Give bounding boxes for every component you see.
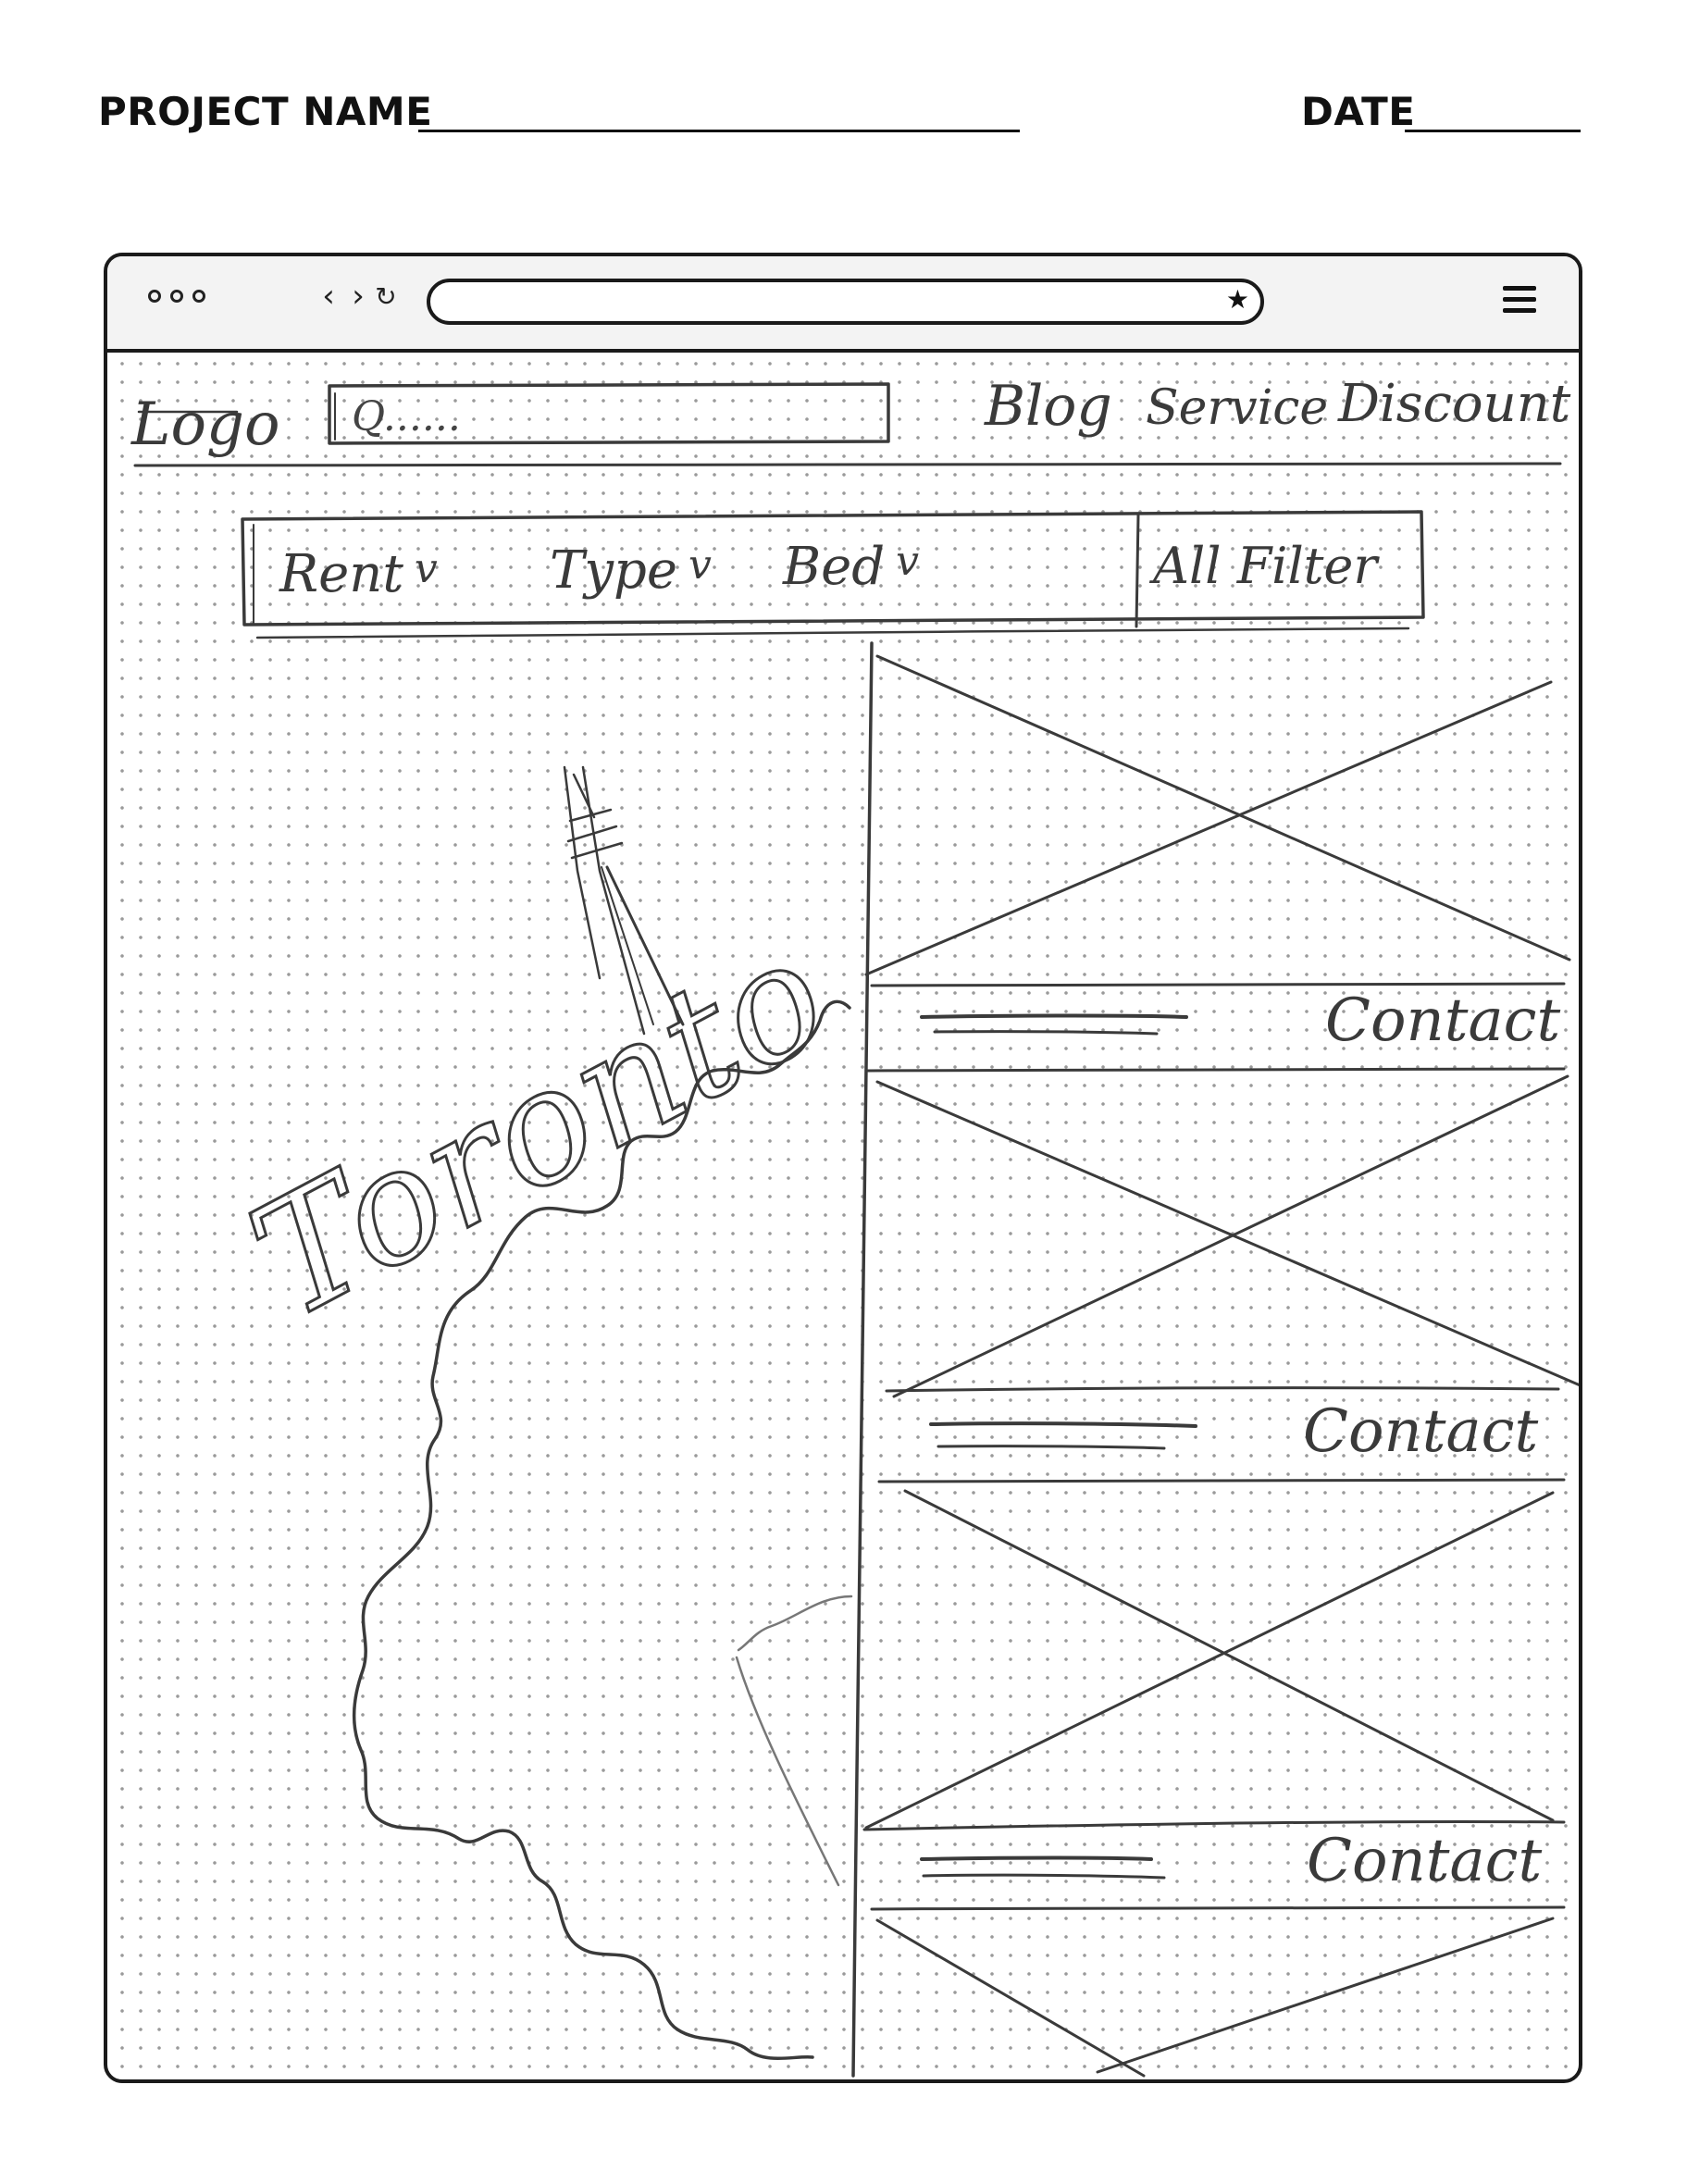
filter-type-label: Type — [550, 540, 677, 601]
date-line — [1405, 130, 1581, 132]
project-name-line — [418, 130, 1020, 132]
listing-image-placeholder — [866, 656, 1569, 974]
all-filter-divider — [1136, 515, 1138, 627]
filter-bed-label: Bed — [783, 537, 886, 597]
listing-contact-button[interactable]: Contact — [1307, 1827, 1543, 1895]
toronto-islands — [737, 1596, 851, 1885]
map-city-label: Toronto — [224, 902, 855, 1355]
chevron-down-icon: v — [414, 545, 438, 592]
filter-bed[interactable] — [783, 537, 919, 597]
listing-image-placeholder — [877, 1076, 1579, 1396]
project-name-label: PROJECT NAME — [98, 89, 433, 134]
forward-icon[interactable]: › — [352, 278, 365, 315]
back-icon[interactable]: ‹ — [322, 278, 335, 315]
reload-icon[interactable]: ↻ — [375, 281, 397, 312]
search-input[interactable]: Q...... — [352, 393, 461, 441]
logo[interactable]: Logo — [131, 391, 280, 459]
sheet-header — [98, 89, 1590, 144]
listing-contact-button[interactable]: Contact — [1303, 1397, 1539, 1466]
nav-blog[interactable]: Blog — [985, 374, 1112, 439]
chevron-down-icon: v — [896, 538, 919, 585]
listing-image-placeholder — [866, 1491, 1553, 1828]
browser-window — [104, 253, 1582, 2083]
filter-type[interactable] — [550, 540, 712, 601]
filter-rent-label: Rent — [279, 544, 403, 604]
bookmark-star-icon[interactable]: ★ — [1225, 284, 1249, 315]
nav-service[interactable]: Service — [1146, 380, 1329, 436]
wireframe-sketch — [107, 256, 1579, 2079]
map-list-divider — [853, 643, 872, 2076]
date-label: DATE — [1301, 89, 1416, 134]
filter-rent[interactable] — [279, 544, 438, 604]
all-filter-button[interactable]: All Filter — [1153, 537, 1378, 595]
listing-contact-button[interactable]: Contact — [1325, 987, 1561, 1055]
header-divider — [135, 464, 1560, 465]
chevron-down-icon: v — [688, 541, 712, 589]
nav-discount[interactable]: Discount — [1338, 374, 1571, 434]
